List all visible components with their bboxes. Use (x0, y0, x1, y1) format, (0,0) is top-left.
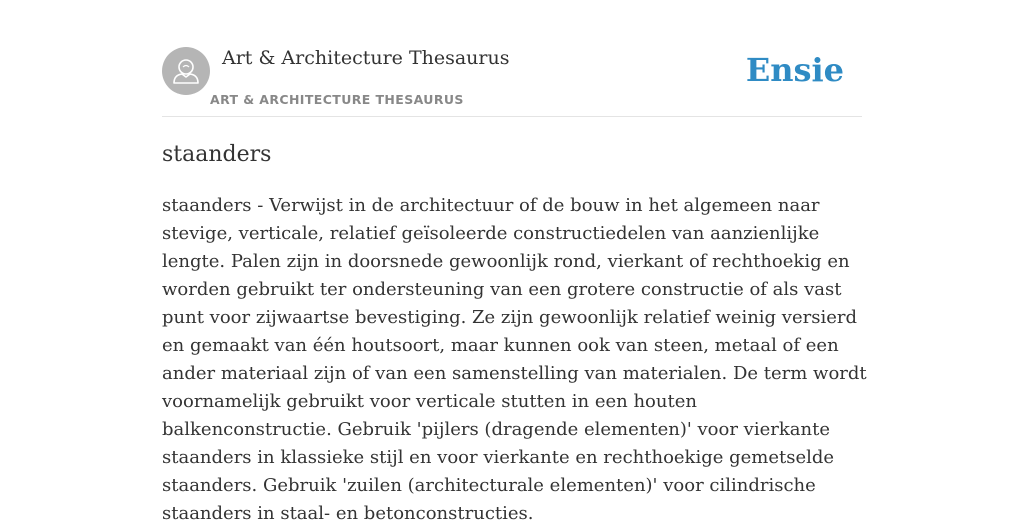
user-avatar-icon[interactable] (162, 47, 210, 95)
source-title[interactable]: Art & Architecture Thesaurus (222, 47, 510, 69)
page-title: staanders (162, 142, 272, 167)
header (162, 46, 862, 117)
brand-logo[interactable]: Ensie (745, 51, 844, 89)
source-subtitle[interactable]: ART & ARCHITECTURE THESAURUS (210, 92, 464, 107)
definition-text: staanders - Verwijst in de architectuur of de bouw in het algemeen naar stevige, verticale, relatief geïsoleerde constructiedelen van aanzienlijke lengte. Palen zijn in doorsnede gewoonlijk rond, vierkant of rechthoekig en worden gebruikt ter ondersteuning van een grotere constructie of als vast punt voor zijwaartse bevestiging. Ze zijn gewoonlijk relatief weinig versierd en gemaakt van één houtsoort, maar kunnen ook van steen, metaal of een ander materiaal zijn of van een samenstelling van materialen. De term wordt voornamelijk gebruikt voor verticale stutten in een houten balkenconstructie. Gebruik 'pijlers (dragende elementen)' voor vierkante staanders in klassieke stijl en voor vierkante en rechthoekige gemetselde staanders. Gebruik 'zuilen (architecturale elementen)' voor cilindrische staanders in staal- en betonconstructies. (162, 195, 867, 524)
